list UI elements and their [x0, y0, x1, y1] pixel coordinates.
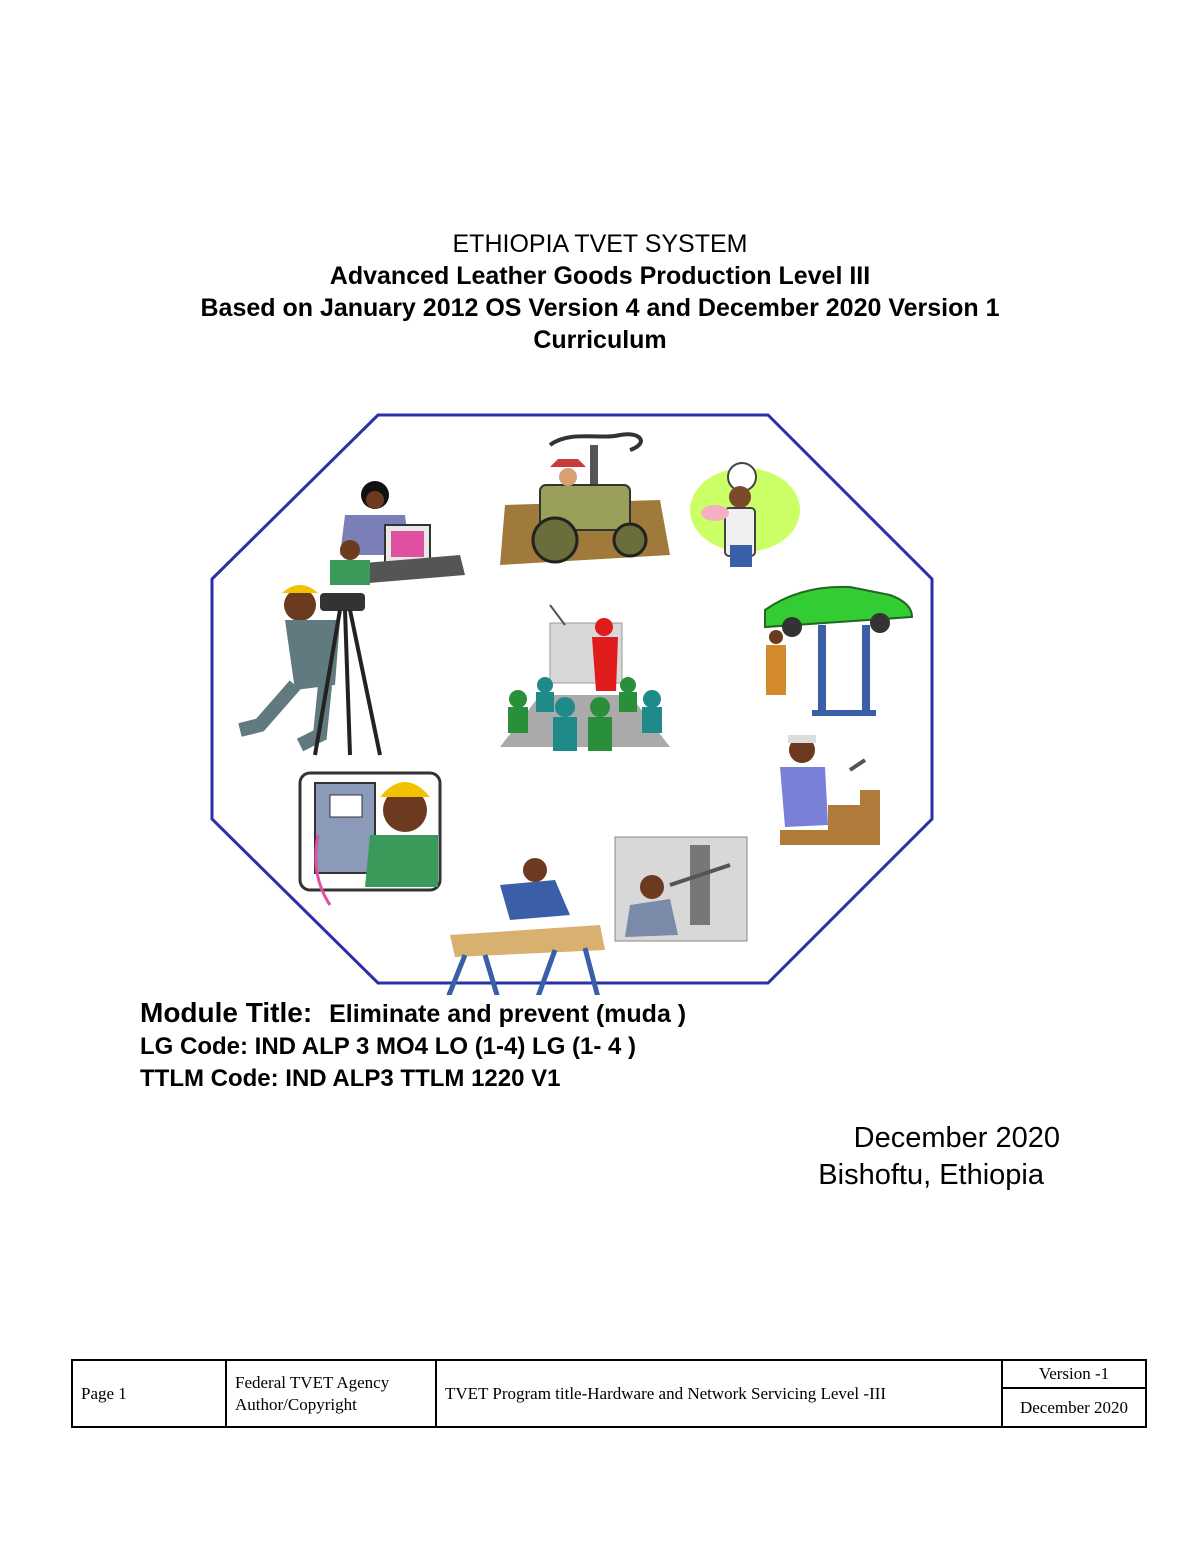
footer-date: December 2020 — [1002, 1388, 1146, 1427]
electrician-icon — [300, 773, 440, 905]
classroom-presentation-icon — [500, 605, 670, 751]
occupations-illustration — [200, 405, 945, 995]
document-header — [0, 228, 1200, 356]
mason-icon — [780, 735, 880, 845]
module-title-row — [140, 996, 686, 1031]
chef-baker-icon — [690, 463, 800, 567]
basis-line: Based on January 2012 OS Version 4 and December 2020 Version 1 — [200, 294, 1000, 322]
footer-agency — [226, 1360, 436, 1427]
program-title: Advanced Leather Goods Production Level III — [329, 262, 871, 290]
machinist-icon — [615, 837, 747, 941]
publication-place: Bishoftu, Ethiopia — [818, 1159, 1044, 1191]
computer-workers-icon — [330, 481, 465, 585]
surveyor-icon — [240, 585, 380, 755]
footer-copyright: Author/Copyright — [235, 1394, 357, 1414]
page-footer-table — [71, 1359, 1147, 1428]
car-mechanic-icon — [765, 587, 912, 716]
module-title-label: Module Title: — [140, 997, 313, 1028]
carpenter-icon — [445, 858, 605, 995]
module-info — [140, 996, 686, 1095]
lg-code: LG Code: IND ALP 3 MO4 LO (1-4) LG (1- 4 ) — [140, 1033, 637, 1060]
curriculum-label: Curriculum — [533, 326, 667, 354]
footer-page-number: Page 1 — [72, 1360, 226, 1427]
date-place-block — [818, 1120, 1060, 1194]
module-title-value: Eliminate and prevent (muda ) — [329, 1000, 687, 1028]
footer-version: Version -1 — [1002, 1360, 1146, 1388]
system-title: ETHIOPIA TVET SYSTEM — [452, 230, 748, 258]
publication-date: December 2020 — [853, 1122, 1060, 1154]
tractor-farmer-icon — [500, 434, 670, 565]
footer-agency-name: Federal TVET Agency — [235, 1372, 390, 1392]
footer-program-title: TVET Program title-Hardware and Network Servicing Level -III — [436, 1360, 1002, 1427]
ttlm-code: TTLM Code: IND ALP3 TTLM 1220 V1 — [140, 1065, 561, 1092]
